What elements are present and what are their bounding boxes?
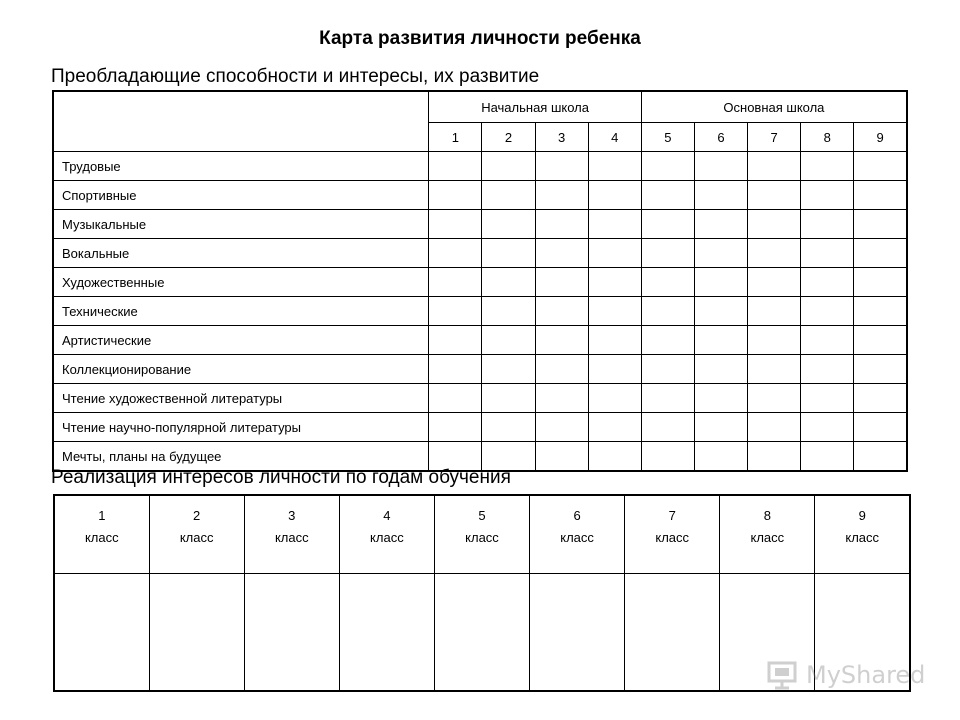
grade-number: 3 bbox=[288, 508, 296, 523]
grade-cell[interactable] bbox=[535, 384, 588, 413]
grade-cell[interactable] bbox=[429, 268, 482, 297]
grade-cell[interactable] bbox=[429, 326, 482, 355]
grade-cell[interactable] bbox=[588, 152, 641, 181]
grade-cell[interactable] bbox=[535, 355, 588, 384]
grade-cell[interactable] bbox=[641, 384, 694, 413]
table-row bbox=[53, 181, 907, 210]
corner-cell bbox=[53, 91, 429, 152]
grade-cell[interactable] bbox=[801, 181, 854, 210]
row-label: Артистические bbox=[53, 326, 429, 355]
grade-word: класс bbox=[274, 530, 309, 545]
grade-cell[interactable] bbox=[482, 210, 535, 239]
grade-cell[interactable] bbox=[429, 384, 482, 413]
grade-cell[interactable] bbox=[694, 297, 747, 326]
grade-cell[interactable] bbox=[482, 268, 535, 297]
row-label: Музыкальные bbox=[53, 210, 429, 239]
row-label: Художественные bbox=[53, 268, 429, 297]
grade-cell[interactable] bbox=[429, 210, 482, 239]
grade-cell[interactable] bbox=[535, 413, 588, 442]
watermark-text: MyShared bbox=[806, 661, 926, 689]
grade-header: 5 bbox=[641, 123, 694, 152]
grade-column-header bbox=[625, 495, 720, 574]
grade-cell[interactable] bbox=[748, 355, 801, 384]
grade-cell[interactable] bbox=[694, 384, 747, 413]
grade-cell[interactable] bbox=[429, 181, 482, 210]
grade-cell[interactable] bbox=[588, 239, 641, 268]
table-row bbox=[53, 268, 907, 297]
grade-cell[interactable] bbox=[588, 384, 641, 413]
grade-cell[interactable] bbox=[854, 355, 907, 384]
grade-number: 7 bbox=[668, 508, 676, 523]
grade-cell[interactable] bbox=[854, 210, 907, 239]
row-label: Трудовые bbox=[53, 152, 429, 181]
grade-cell[interactable] bbox=[854, 413, 907, 442]
grade-cell[interactable] bbox=[482, 239, 535, 268]
grade-cell[interactable] bbox=[641, 181, 694, 210]
grade-cell[interactable] bbox=[854, 297, 907, 326]
realization-cell[interactable] bbox=[434, 574, 529, 692]
grade-header: 8 bbox=[801, 123, 854, 152]
grade-cell[interactable] bbox=[429, 152, 482, 181]
grade-cell[interactable] bbox=[641, 297, 694, 326]
grade-cell[interactable] bbox=[535, 297, 588, 326]
grade-cell[interactable] bbox=[801, 326, 854, 355]
grade-number: 6 bbox=[573, 508, 581, 523]
grade-cell[interactable] bbox=[535, 326, 588, 355]
grade-cell[interactable] bbox=[641, 210, 694, 239]
abilities-table bbox=[52, 90, 908, 472]
page-title: Карта развития личности ребенка bbox=[319, 28, 641, 49]
grade-cell[interactable] bbox=[748, 442, 801, 472]
grade-word: класс bbox=[84, 530, 119, 545]
grade-cell[interactable] bbox=[535, 181, 588, 210]
grade-cell[interactable] bbox=[801, 384, 854, 413]
grade-cell[interactable] bbox=[482, 355, 535, 384]
grade-cell[interactable] bbox=[535, 210, 588, 239]
grade-cell[interactable] bbox=[801, 239, 854, 268]
grade-cell[interactable] bbox=[535, 152, 588, 181]
grade-cell[interactable] bbox=[694, 442, 747, 472]
grade-word: класс bbox=[465, 530, 499, 545]
grade-word: класс bbox=[560, 530, 594, 545]
grade-column-header bbox=[149, 495, 244, 574]
realization-cell[interactable] bbox=[530, 574, 625, 692]
section2-heading: Реализация интересов личности по годам обучения bbox=[51, 467, 511, 488]
row-label: Технические bbox=[53, 297, 429, 326]
grade-header: 7 bbox=[748, 123, 801, 152]
row-label: Мечты, планы на будущее bbox=[53, 442, 429, 472]
grade-cell[interactable] bbox=[535, 239, 588, 268]
table-row bbox=[53, 384, 907, 413]
row-label: Коллекционирование bbox=[53, 355, 429, 384]
grade-cell[interactable] bbox=[641, 239, 694, 268]
group-header-primary: Начальная школа bbox=[429, 91, 641, 123]
table-row bbox=[53, 239, 907, 268]
grade-cell[interactable] bbox=[694, 152, 747, 181]
grade-cell[interactable] bbox=[588, 442, 641, 472]
table-row bbox=[53, 210, 907, 239]
grade-header: 4 bbox=[588, 123, 641, 152]
grade-number: 5 bbox=[478, 508, 486, 523]
grade-cell[interactable] bbox=[748, 384, 801, 413]
grade-cell[interactable] bbox=[694, 239, 747, 268]
grade-word: класс bbox=[845, 530, 880, 545]
grade-cell[interactable] bbox=[588, 210, 641, 239]
grade-cell[interactable] bbox=[748, 413, 801, 442]
grade-cell[interactable] bbox=[429, 297, 482, 326]
grade-cell[interactable] bbox=[801, 297, 854, 326]
grade-cell[interactable] bbox=[641, 413, 694, 442]
table-row bbox=[53, 297, 907, 326]
grade-word: класс bbox=[370, 530, 404, 545]
table-row bbox=[53, 413, 907, 442]
grade-cell[interactable] bbox=[801, 210, 854, 239]
grade-cell[interactable] bbox=[641, 152, 694, 181]
grade-word: класс bbox=[750, 530, 785, 545]
presentation-icon bbox=[766, 660, 800, 690]
grade-number: 4 bbox=[383, 508, 391, 523]
grade-number: 2 bbox=[193, 508, 201, 523]
grade-header: 1 bbox=[429, 123, 482, 152]
grade-cell[interactable] bbox=[694, 210, 747, 239]
grade-cell[interactable] bbox=[482, 326, 535, 355]
realization-cell[interactable] bbox=[339, 574, 434, 692]
realization-cell[interactable] bbox=[149, 574, 244, 692]
group-header-basic: Основная школа bbox=[641, 91, 907, 123]
grade-cell[interactable] bbox=[694, 181, 747, 210]
grade-column-header bbox=[54, 495, 149, 574]
grade-cell[interactable] bbox=[694, 326, 747, 355]
realization-cell[interactable] bbox=[244, 574, 339, 692]
grade-cell[interactable] bbox=[641, 326, 694, 355]
row-label: Чтение художественной литературы bbox=[53, 384, 429, 413]
grade-cell[interactable] bbox=[748, 239, 801, 268]
grade-cell[interactable] bbox=[801, 413, 854, 442]
grade-cell[interactable] bbox=[535, 268, 588, 297]
row-label: Вокальные bbox=[53, 239, 429, 268]
grade-header: 3 bbox=[535, 123, 588, 152]
grade-column-header bbox=[244, 495, 339, 574]
grade-cell[interactable] bbox=[748, 326, 801, 355]
grade-cell[interactable] bbox=[801, 152, 854, 181]
grade-number: 8 bbox=[763, 508, 771, 523]
watermark bbox=[766, 655, 926, 695]
grade-cell[interactable] bbox=[854, 268, 907, 297]
grade-cell[interactable] bbox=[429, 413, 482, 442]
grade-cell[interactable] bbox=[854, 326, 907, 355]
grade-cell[interactable] bbox=[748, 297, 801, 326]
grade-cell[interactable] bbox=[588, 355, 641, 384]
grade-word: класс bbox=[179, 530, 214, 545]
grade-cell[interactable] bbox=[482, 181, 535, 210]
grade-cell[interactable] bbox=[854, 181, 907, 210]
grade-cell[interactable] bbox=[588, 268, 641, 297]
table-row bbox=[53, 355, 907, 384]
grade-cell[interactable] bbox=[588, 181, 641, 210]
grade-cell[interactable] bbox=[482, 297, 535, 326]
grade-cell[interactable] bbox=[748, 181, 801, 210]
grade-cell[interactable] bbox=[482, 152, 535, 181]
grade-cell[interactable] bbox=[854, 239, 907, 268]
grade-cell[interactable] bbox=[748, 210, 801, 239]
grade-cell[interactable] bbox=[429, 355, 482, 384]
grade-header: 9 bbox=[854, 123, 907, 152]
grade-number: 9 bbox=[858, 508, 866, 523]
grade-cell[interactable] bbox=[854, 384, 907, 413]
grade-cell[interactable] bbox=[641, 355, 694, 384]
realization-cell[interactable] bbox=[625, 574, 720, 692]
row-label: Чтение научно-популярной литературы bbox=[53, 413, 429, 442]
grade-header: 2 bbox=[482, 123, 535, 152]
grade-column-header bbox=[720, 495, 815, 574]
grade-cell[interactable] bbox=[801, 268, 854, 297]
grade-word: класс bbox=[655, 530, 690, 545]
grade-cell[interactable] bbox=[535, 442, 588, 472]
grade-cell[interactable] bbox=[588, 326, 641, 355]
grade-cell[interactable] bbox=[801, 355, 854, 384]
table-row bbox=[53, 152, 907, 181]
row-label: Спортивные bbox=[53, 181, 429, 210]
grade-column-header bbox=[815, 495, 910, 574]
grade-cell[interactable] bbox=[854, 442, 907, 472]
section1-heading: Преобладающие способности и интересы, их развитие bbox=[51, 66, 540, 87]
grade-cell[interactable] bbox=[482, 384, 535, 413]
grade-cell[interactable] bbox=[694, 268, 747, 297]
grade-cell[interactable] bbox=[641, 442, 694, 472]
grade-cell[interactable] bbox=[429, 239, 482, 268]
grade-cell[interactable] bbox=[588, 297, 641, 326]
grade-cell[interactable] bbox=[854, 152, 907, 181]
grade-cell[interactable] bbox=[694, 355, 747, 384]
grade-cell[interactable] bbox=[588, 413, 641, 442]
grade-cell[interactable] bbox=[801, 442, 854, 472]
grade-column-header bbox=[530, 495, 625, 574]
realization-cell[interactable] bbox=[54, 574, 149, 692]
grade-header: 6 bbox=[694, 123, 747, 152]
table-row bbox=[53, 326, 907, 355]
grade-cell[interactable] bbox=[694, 413, 747, 442]
grade-column-header bbox=[339, 495, 434, 574]
grade-cell[interactable] bbox=[748, 152, 801, 181]
grade-number: 1 bbox=[98, 508, 106, 523]
grade-cell[interactable] bbox=[748, 268, 801, 297]
grade-cell[interactable] bbox=[641, 268, 694, 297]
grade-column-header bbox=[434, 495, 529, 574]
grade-cell[interactable] bbox=[482, 413, 535, 442]
